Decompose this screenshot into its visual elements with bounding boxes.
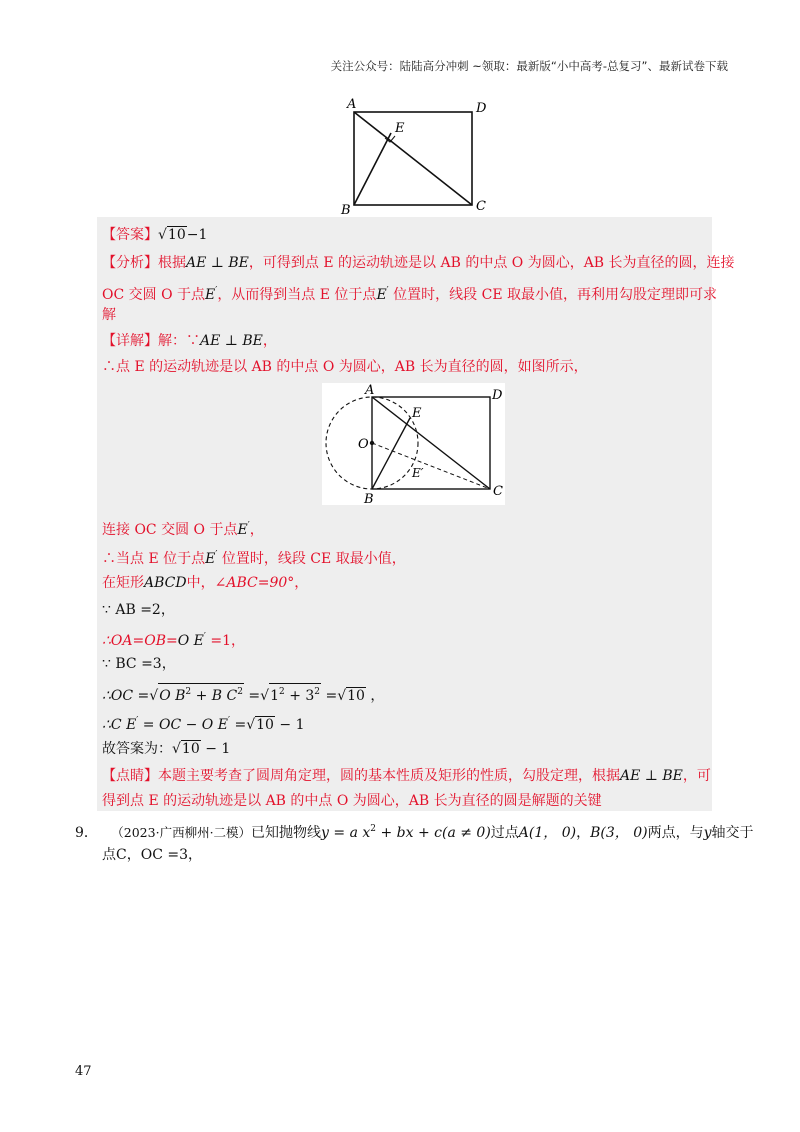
analysis-tag: 【分析】 — [102, 255, 158, 271]
detail-text: 故答案为： — [102, 741, 172, 757]
label-c: C — [476, 199, 486, 214]
question-math: y = a x — [321, 825, 371, 841]
detail-text: ∴OA=OB= — [102, 633, 178, 649]
label-o: O — [358, 437, 369, 452]
comment-line-2 — [102, 791, 602, 811]
answer-line: 【答案】√10−1 — [102, 227, 208, 243]
analysis-text: 根据 — [158, 255, 186, 271]
segment-oc — [372, 443, 490, 489]
detail-text: ∵ BC =3， — [102, 656, 176, 672]
detail-line-6 — [102, 600, 175, 620]
detail-text: ∴点 E 的运动轨迹是以 AB 的中点 O 为圆心，AB 长为直径的圆，如图所示， — [102, 359, 588, 375]
figure-rectangle-abcd — [335, 94, 495, 216]
comment-text: 本题主要考查了圆周角定理，圆的基本性质及矩形的性质，勾股定理，根据 — [158, 768, 620, 784]
page-header: 关注公众号：陆陆高分冲刺 ~领取：最新版“小中高考-总复习”、最新试卷下载 — [330, 59, 728, 73]
point-o — [370, 441, 374, 445]
detail-math: = OC − O E — [138, 717, 228, 733]
detail-math: 1 — [270, 688, 280, 704]
detail-text: ， — [370, 688, 385, 704]
detail-text: 解：∵ — [158, 333, 200, 349]
detail-math: = — [321, 688, 338, 704]
question-math: y — [703, 825, 712, 841]
segment-be — [354, 133, 391, 205]
label-c: C — [493, 484, 503, 499]
detail-math: 10 — [181, 741, 200, 757]
detail-math: ∴OC = — [102, 688, 150, 704]
label-a: A — [365, 383, 375, 398]
comment-text: ，可 — [682, 768, 711, 784]
detail-math: ∴C E — [102, 717, 137, 733]
analysis-line-3 — [102, 305, 116, 325]
detail-text: ， — [262, 333, 277, 349]
segment-ac — [372, 397, 490, 489]
detail-math: − 1 — [200, 741, 231, 757]
question-math: B(3， 0) — [590, 825, 648, 841]
detail-text: ， — [294, 575, 309, 591]
detail-math: E — [205, 551, 216, 567]
detail-text: =1， — [205, 633, 246, 649]
answer-radicand: 10 — [167, 227, 186, 243]
segment-ac — [354, 112, 472, 205]
detail-math: O B — [159, 688, 186, 704]
detail-math: ABCD — [144, 575, 187, 591]
detail-text: 连接 OC 交圆 O 于点 — [102, 522, 238, 538]
label-a: A — [347, 97, 357, 112]
answer-tail: −1 — [186, 227, 208, 243]
question-math: + bx + c — [376, 825, 442, 841]
detail-math: = — [243, 688, 261, 704]
page-number: 47 — [75, 1064, 92, 1079]
analysis-math: E — [205, 287, 216, 303]
detail-math: 10 — [256, 717, 274, 733]
question-text: 轴交于 — [711, 825, 754, 841]
detail-math: = — [230, 717, 247, 733]
detail-line-1 — [102, 331, 277, 351]
question-text: ， — [576, 825, 591, 841]
question-9-line-2 — [75, 844, 754, 866]
analysis-line-1 — [102, 253, 735, 273]
question-text: 过点 — [490, 825, 519, 841]
detail-math: ∠ABC=90° — [214, 575, 295, 591]
detail-line-9: ∴OC =√O $B^2 + B$ $C^2 =√1^2 + 3^2 =√10$ ， — [102, 683, 384, 706]
comment-math: AE ⊥ BE — [620, 768, 683, 784]
label-e: E — [395, 121, 405, 136]
label-e: E — [412, 406, 422, 421]
question-9-line-1: 9． （2023·广西柳州·二模）已知抛物线y = a $x^2$ + bx + c(a ≠ 0)过点A(1， 0)，B(3， 0)两点，与y轴交于 — [75, 824, 754, 841]
detail-line-4: ∴当点 E 位于点E′ 位置时，线段 CE 取最小值， — [102, 550, 406, 567]
label-d: D — [492, 388, 503, 403]
detail-line-3: 连接 OC 交圆 O 于点E′， — [102, 521, 264, 538]
analysis-text: 解 — [102, 307, 116, 323]
detail-text: ∵ AB =2， — [102, 602, 175, 618]
detail-math: − 1 — [274, 717, 305, 733]
detail-line-5 — [102, 573, 308, 593]
detail-line-7: ∴OA=OB=O E′ =1， — [102, 632, 246, 649]
analysis-math: E — [376, 287, 387, 303]
detail-text: ， — [249, 522, 264, 538]
detail-math: AE ⊥ BE — [200, 333, 263, 349]
question-math: A(1， 0) — [518, 825, 577, 841]
detail-math: O E — [177, 633, 204, 649]
figure-circle — [322, 383, 505, 505]
label-b: B — [341, 203, 351, 216]
analysis-text: 位置时，线段 CE 取最小值，再利用勾股定理即可求 — [393, 287, 718, 303]
label-b: B — [364, 492, 374, 505]
analysis-text: ，从而得到当点 E 位于点 — [217, 287, 377, 303]
detail-line-8 — [102, 654, 176, 674]
label-d: D — [476, 101, 487, 116]
question-text: 点C，OC =3， — [102, 847, 202, 863]
question-math: (a ≠ 0) — [441, 825, 491, 841]
detail-line-11: 故答案为：√10 − 1 — [102, 741, 231, 757]
detail-math: E — [237, 522, 248, 538]
detail-text: ∴当点 E 位于点 — [102, 551, 206, 567]
detail-text: 位置时，线段 CE 取最小值， — [221, 551, 406, 567]
comment-text: 得到点 E 的运动轨迹是以 AB 的中点 O 为圆心，AB 长为直径的圆是解题的关键 — [102, 793, 602, 809]
detail-text: 在矩形 — [102, 575, 144, 591]
analysis-text: OC 交圆 O 于点 — [102, 287, 206, 303]
figure-circle-box — [322, 383, 505, 505]
detail-math: + 3 — [284, 688, 315, 704]
answer-tag: 【答案】 — [102, 227, 158, 243]
segment-be — [372, 418, 410, 489]
question-number: 9． — [75, 825, 98, 841]
question-text: 已知抛物线 — [251, 825, 322, 841]
detail-line-10: ∴C E′ = OC − O E′ =√10 − 1 — [102, 716, 305, 733]
analysis-text: ，可得到点 E 的运动轨迹是以 AB 的中点 O 为圆心，AB 长为直径的圆，连接 — [248, 255, 735, 271]
comment-tag: 【点睛】 — [102, 768, 158, 784]
detail-math: 10 — [347, 688, 365, 704]
detail-line-2 — [102, 357, 588, 377]
analysis-math: AE ⊥ BE — [186, 255, 249, 271]
analysis-line-2: OC 交圆 O 于点E′，从而得到当点 E 位于点E′ 位置时，线段 CE 取最小值，再利用勾股定理即可求 — [102, 286, 718, 303]
question-text: 两点，与 — [647, 825, 704, 841]
label-e-prime: E′ — [412, 466, 424, 480]
question-9 — [75, 818, 754, 866]
detail-text: 中， — [186, 575, 215, 591]
question-source: （2023·广西柳州·二模） — [111, 825, 252, 840]
detail-math: + B C — [191, 688, 238, 704]
comment-line-1 — [102, 766, 711, 786]
detail-tag: 【详解】 — [102, 333, 158, 349]
